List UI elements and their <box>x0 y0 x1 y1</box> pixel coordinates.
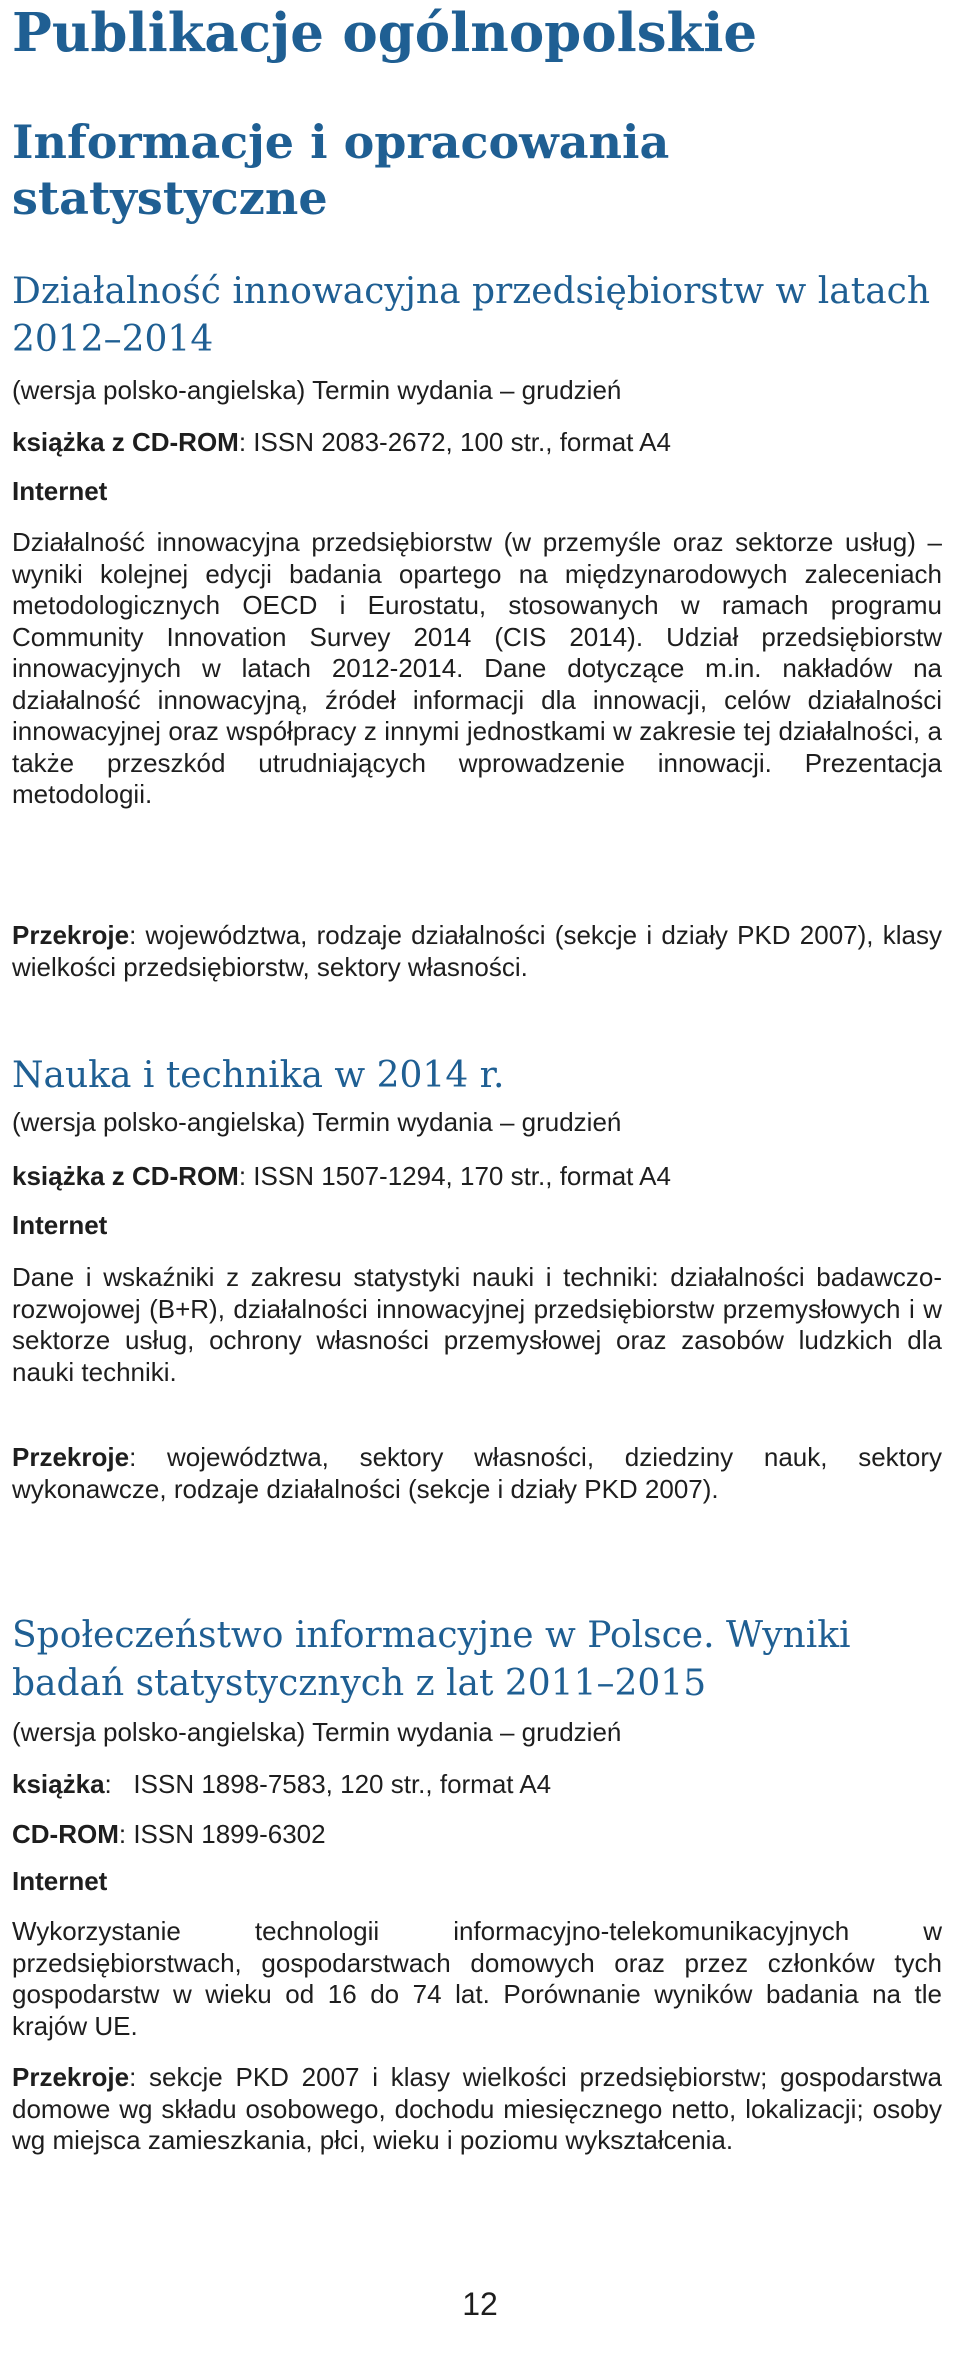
format-label: książka z CD-ROM <box>12 1161 239 1191</box>
internet-label: Internet <box>12 476 108 506</box>
cdrom-format <box>12 1815 942 1853</box>
przekroje-text: : województwa, rodzaje działalności (sekcje i działy PKD 2007), klasy wielkości przedsiębiorstw, sektory własności. <box>12 920 942 982</box>
publication-przekroje <box>12 1442 942 1505</box>
publication-format <box>12 423 942 461</box>
publication-description: Dane i wskaźniki z zakresu statystyki nauki i techniki: działalności badawczo-rozwojowej (B+R), działalności innowacyjnej przedsiębiorstw przemysłowych i w sektorze usług, ochrony własności przemysłowej oraz zasobów ludzkich dla nauki techniki. <box>12 1262 942 1387</box>
publication-title: Nauka i technika w 2014 r. <box>12 1055 505 1096</box>
publication-edition: (wersja polsko-angielska) Termin wydania – grudzień <box>12 1717 622 1747</box>
format-value: : ISSN 1898-7583, 120 str., format A4 <box>104 1769 552 1799</box>
publication-format <box>12 1157 942 1195</box>
format-label: książka z CD-ROM <box>12 427 239 457</box>
cdrom-value: : ISSN 1899-6302 <box>118 1819 326 1849</box>
publication-description: Wykorzystanie technologii informacyjno-telekomunikacyjnych w przedsiębiorstwach, gospodarstwach domowych oraz przez członków tych gospodarstw w wieku od 16 do 74 lat. Porównanie wyników badania na tle krajów UE. <box>12 1916 942 2041</box>
przekroje-text: : województwa, sektory własności, dziedziny nauk, sektory wykonawcze, rodzaje działalności (sekcje i działy PKD 2007). <box>12 1442 942 1504</box>
przekroje-text: : sekcje PKD 2007 i klasy wielkości przedsiębiorstw; gospodarstwa domowe wg składu osobowego, dochodu miesięcznego netto, lokalizacji; osoby wg miejsca zamieszkania, płci, wieku i poziomu wykształcenia. <box>12 2062 942 2155</box>
przekroje-label: Przekroje <box>12 2062 130 2092</box>
format-value: : ISSN 2083-2672, 100 str., format A4 <box>238 427 671 457</box>
przekroje-label: Przekroje <box>12 1442 130 1472</box>
publication-description: Działalność innowacyjna przedsiębiorstw (w przemyśle oraz sektorze usług) – wyniki kolejnej edycji badania opartego na międzynarodowych zaleceniach metodologicznych OECD i Eurostatu, stosowanych w ramach programu Community Innovation Survey 2014 (CIS 2014). Udział przedsiębiorstw innowacyjnych w latach 2012-2014. Dane dotyczące m.in. nakładów na działalność innowacyjną, źródeł informacji dla innowacji, celów działalności innowacyjnej oraz współpracy z innymi jednostkami w zakresie tej działalności, a także przeszkód utrudniających wprowadzenie innowacji. Prezentacja metodologii. <box>12 527 942 809</box>
section-title: Informacje i opracowania statystyczne <box>12 115 670 225</box>
publication-przekroje <box>12 2062 942 2157</box>
page-title: Publikacje ogólnopolskie <box>12 2 758 64</box>
page-number: 12 <box>462 2286 498 2322</box>
przekroje-label: Przekroje <box>12 920 130 950</box>
publication-edition: (wersja polsko-angielska) Termin wydania – grudzień <box>12 375 622 405</box>
format-value: : ISSN 1507-1294, 170 str., format A4 <box>238 1161 671 1191</box>
format-label: książka <box>12 1769 105 1799</box>
publication-format <box>12 1765 942 1803</box>
internet-label: Internet <box>12 1210 108 1240</box>
internet-label: Internet <box>12 1866 108 1896</box>
publication-edition: (wersja polsko-angielska) Termin wydania – grudzień <box>12 1107 622 1137</box>
publication-title: Działalność innowacyjna przedsiębiorstw w latach 2012–2014 <box>12 271 930 360</box>
cdrom-label: CD-ROM <box>12 1819 119 1849</box>
publication-title: Społeczeństwo informacyjne w Polsce. Wyniki badań statystycznych z lat 2011–2015 <box>12 1615 851 1704</box>
publication-przekroje <box>12 920 942 983</box>
